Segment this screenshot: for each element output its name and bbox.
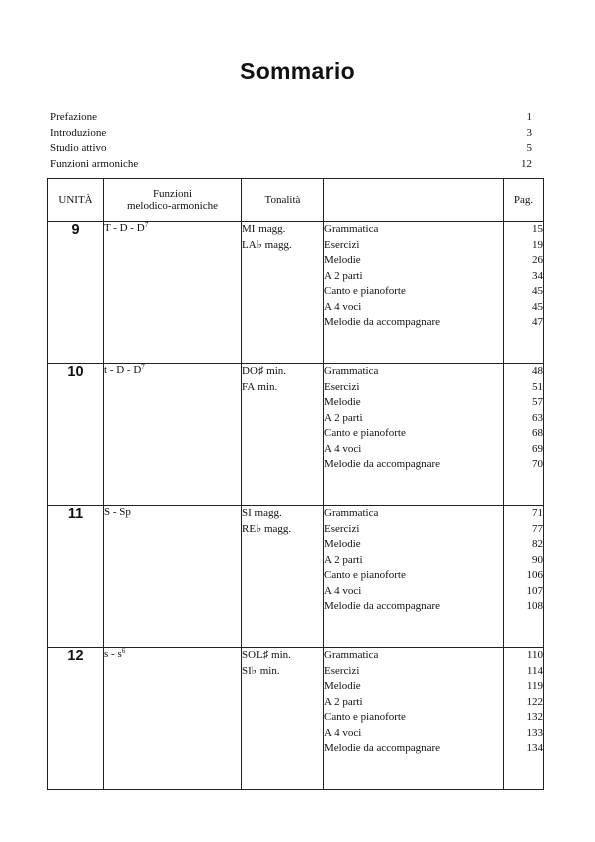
unit-topic: Melodie da accompagnare <box>324 316 441 328</box>
intro-item-label: Introduzione <box>50 126 107 139</box>
header-topics <box>324 179 504 222</box>
intro-item-page: 12 <box>521 157 532 170</box>
unit-page: 19 <box>532 238 543 251</box>
unit-topic: Esercizi <box>324 380 360 393</box>
intro-item-label: Funzioni armoniche <box>50 157 139 170</box>
unit-number: 9 <box>48 222 104 364</box>
unit-row <box>48 364 544 506</box>
unit-topic: A 4 voci <box>324 584 362 597</box>
unit-topic: Canto e pianoforte <box>324 569 406 581</box>
unit-keys <box>242 648 324 790</box>
unit-topics <box>324 648 504 790</box>
unit-topic: A 2 parti <box>324 553 363 566</box>
unit-page: 114 <box>526 664 543 677</box>
unit-functions-text: s - s <box>104 648 122 660</box>
unit-topic: A 2 parti <box>324 269 363 282</box>
header-keys: Tonalità <box>242 179 324 222</box>
unit-functions-sup: 6 <box>121 647 126 655</box>
unit-page: 134 <box>526 742 543 754</box>
unit-topic: A 2 parti <box>324 411 363 424</box>
unit-page: 82 <box>532 538 543 550</box>
unit-number: 12 <box>48 648 104 790</box>
unit-topic: Canto e pianoforte <box>324 427 406 439</box>
page-title: Sommario <box>240 58 355 84</box>
unit-page: 48 <box>532 365 543 377</box>
unit-page: 119 <box>526 680 543 692</box>
intro-item-page: 1 <box>526 111 532 123</box>
unit-topic: Melodie da accompagnare <box>324 600 441 612</box>
intro-item-label: Studio attivo <box>50 142 107 154</box>
unit-number: 10 <box>48 364 104 506</box>
unit-key: MI magg. <box>242 223 286 235</box>
unit-page: 108 <box>526 600 543 612</box>
unit-key: RE♭ magg. <box>242 522 292 535</box>
intro-item <box>50 126 532 142</box>
unit-page: 132 <box>526 711 543 723</box>
unit-topic: Grammatica <box>324 365 379 377</box>
unit-row <box>48 648 544 790</box>
unit-pages <box>504 364 544 506</box>
intro-item <box>50 157 532 173</box>
unit-pages <box>504 648 544 790</box>
table-header-row <box>48 179 544 222</box>
unit-functions-text: S - Sp <box>104 506 131 518</box>
unit-topic: A 4 voci <box>324 300 362 313</box>
unit-topics <box>324 364 504 506</box>
unit-topic: Esercizi <box>324 522 360 535</box>
header-page: Pag. <box>504 179 544 222</box>
unit-topic: Melodie da accompagnare <box>324 458 441 470</box>
unit-key: DO♯ min. <box>242 365 286 377</box>
unit-topic: Melodie <box>324 680 361 692</box>
unit-page: 106 <box>526 569 543 581</box>
unit-topic: Grammatica <box>324 649 379 661</box>
unit-topic: Melodie <box>324 254 361 266</box>
unit-functions-sup: 7 <box>144 221 149 229</box>
unit-page: 47 <box>532 316 543 328</box>
unit-topic: Esercizi <box>324 238 360 251</box>
unit-functions-text: t - D - D <box>104 364 142 376</box>
unit-functions <box>104 506 242 648</box>
unit-page: 122 <box>526 695 543 708</box>
intro-item-page: 3 <box>526 126 532 139</box>
intro-item <box>50 110 532 126</box>
unit-topic: Grammatica <box>324 223 379 235</box>
unit-page: 51 <box>532 380 543 393</box>
header-functions <box>104 179 242 222</box>
unit-page: 110 <box>526 649 543 661</box>
intro-list <box>50 110 532 172</box>
unit-keys <box>242 222 324 364</box>
unit-page: 45 <box>532 300 543 313</box>
unit-topic: Canto e pianoforte <box>324 285 406 297</box>
unit-functions <box>104 364 242 506</box>
header-unit: UNITÀ <box>48 179 104 222</box>
unit-row <box>48 506 544 648</box>
unit-number: 11 <box>48 506 104 648</box>
intro-item-label: Prefazione <box>50 111 98 123</box>
unit-functions-sup: 7 <box>141 363 145 371</box>
unit-page: 45 <box>532 285 543 297</box>
unit-page: 69 <box>532 442 543 455</box>
unit-topic: A 4 voci <box>324 726 362 739</box>
header-functions-line1: Funzioni <box>152 187 193 200</box>
unit-key: SI♭ min. <box>242 664 280 677</box>
unit-topic: Melodie <box>324 538 361 550</box>
unit-page: 26 <box>532 254 543 266</box>
unit-page: 133 <box>526 726 543 739</box>
unit-keys <box>242 364 324 506</box>
unit-page: 77 <box>532 522 543 535</box>
unit-page: 57 <box>532 396 543 408</box>
unit-page: 15 <box>532 223 543 235</box>
contents-table <box>47 178 544 790</box>
unit-topic: Esercizi <box>324 664 360 677</box>
unit-page: 70 <box>532 458 543 470</box>
unit-key: SOL♯ min. <box>242 649 291 661</box>
unit-page: 34 <box>532 269 543 282</box>
unit-topic: Melodie <box>324 396 361 408</box>
unit-key: LA♭ magg. <box>242 238 292 251</box>
unit-topic: Canto e pianoforte <box>324 711 406 723</box>
unit-row <box>48 222 544 364</box>
unit-page: 90 <box>532 553 543 566</box>
unit-page: 63 <box>532 411 543 424</box>
unit-topic: Melodie da accompagnare <box>324 742 441 754</box>
unit-topics <box>324 222 504 364</box>
unit-pages <box>504 506 544 648</box>
unit-topic: A 4 voci <box>324 442 362 455</box>
unit-topics <box>324 506 504 648</box>
unit-key: SI magg. <box>242 507 282 519</box>
unit-keys <box>242 506 324 648</box>
unit-key: FA min. <box>242 380 278 393</box>
unit-topic: A 2 parti <box>324 695 363 708</box>
intro-item <box>50 141 532 157</box>
unit-page: 68 <box>532 427 543 439</box>
unit-functions <box>104 222 242 364</box>
unit-page: 71 <box>532 507 543 519</box>
header-functions-line2: melodico-armoniche <box>126 200 219 212</box>
unit-topic: Grammatica <box>324 507 379 519</box>
unit-functions-text: T - D - D <box>104 222 145 234</box>
unit-functions <box>104 648 242 790</box>
intro-item-page: 5 <box>526 142 532 154</box>
unit-pages <box>504 222 544 364</box>
unit-page: 107 <box>526 584 543 597</box>
